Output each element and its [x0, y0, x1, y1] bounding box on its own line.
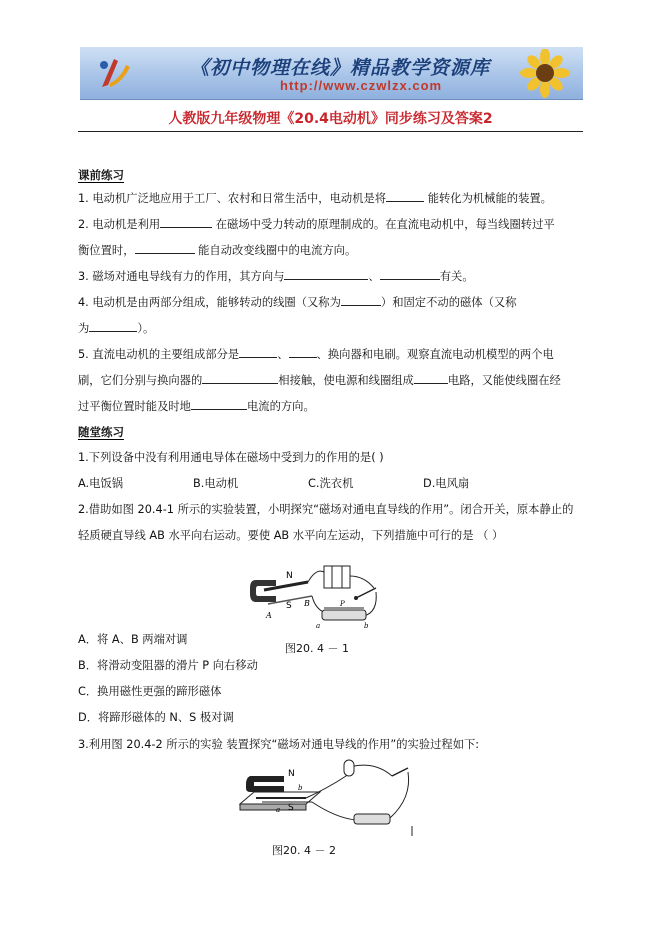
practice-1: 1.下列设备中没有利用通电导体在磁场中受到力的作用的是( )	[78, 451, 384, 464]
practice-2-option-a: A．将 A、B 两端对调	[78, 633, 188, 646]
site-logo-icon	[94, 53, 134, 93]
label-b: B	[304, 599, 310, 608]
question-5-line3: 过平衡位置时能及时地 电流的方向。	[78, 400, 315, 413]
label-n: N	[286, 571, 293, 581]
fig2-label-s: S	[288, 803, 294, 813]
fig2-label-a: a	[276, 806, 281, 814]
option-c: C.洗衣机	[308, 477, 354, 490]
practice-2-line2: 轻质硬直导线 AB 水平向右运动。要使 AB 水平向左运动，下列措施中可行的是 （ ）	[78, 529, 504, 542]
section-heading-in-class: 随堂练习	[78, 425, 124, 439]
label-s: S	[286, 601, 292, 611]
label-a: A	[266, 611, 272, 620]
question-5-line2: 刷，它们分别与换向器的 相接触，使电源和线圈组成 电路，又能使线圈在经	[78, 374, 561, 387]
practice-2-line1: 2.借助如图 20.4-1 所示的实验装置，小明探究“磁场对通电直导线的作用”。闭合开关，原本静止的	[78, 503, 574, 516]
practice-3: 3.利用图 20.4-2 所示的实验 装置探究“磁场对通电导线的作用”的实验过程如下:	[78, 738, 480, 751]
question-5-line1: 5. 直流电动机的主要组成部分是 、 、换向器和电刷。观察直流电动机模型的两个电	[78, 348, 554, 361]
figure-20-4-1	[246, 562, 386, 632]
fig2-label-b: b	[298, 784, 303, 792]
banner-url: http://www.czwlzx.com	[280, 78, 443, 93]
figure-20-4-2	[236, 758, 416, 836]
label-b-lower: b	[364, 622, 369, 630]
question-4-line1: 4. 电动机是由两部分组成，能够转动的线圈（又称为 ）和固定不动的磁体（又称	[78, 296, 517, 309]
question-2-line2: 衡位置时， 能自动改变线圈中的电流方向。	[78, 244, 357, 257]
figure-1-caption: 图20. 4 － 1	[285, 642, 349, 655]
practice-2-option-c: C．换用磁性更强的蹄形磁体	[78, 685, 222, 698]
option-a: A.电饭锅	[78, 477, 124, 490]
banner-title: 《初中物理在线》精品教学资源库	[190, 57, 491, 79]
practice-2-option-b: B．将滑动变阻器的滑片 P 向右移动	[78, 659, 258, 672]
title-divider	[78, 131, 583, 132]
question-1: 1. 电动机广泛地应用于工厂、农村和日常生活中，电动机是将 能转化为机械能的装置。	[78, 192, 552, 205]
question-2-line1: 2. 电动机是利用 在磁场中受力转动的原理制成的。在直流电动机中，每当线圈转过平	[78, 218, 555, 231]
practice-1-options	[78, 476, 469, 492]
label-p: P	[340, 600, 345, 608]
question-3: 3. 磁场对通电导线有力的作用，其方向与 、 有关。	[78, 270, 474, 283]
section-heading-pre-class: 课前练习	[78, 168, 124, 182]
option-b: B.电动机	[193, 477, 239, 490]
header-banner	[80, 47, 583, 100]
option-d: D.电风扇	[423, 477, 470, 490]
sunflower-icon	[511, 49, 575, 99]
figure-2-caption: 图20. 4 － 2	[272, 844, 336, 857]
question-4-line2: 为 ）。	[78, 322, 155, 335]
practice-2-option-d: D．将蹄形磁体的 N、S 极对调	[78, 711, 234, 724]
fig2-label-n: N	[288, 769, 295, 779]
document-title: 人教版九年级物理《20.4电动机》同步练习及答案2	[168, 111, 493, 127]
label-a-lower: a	[316, 622, 321, 630]
